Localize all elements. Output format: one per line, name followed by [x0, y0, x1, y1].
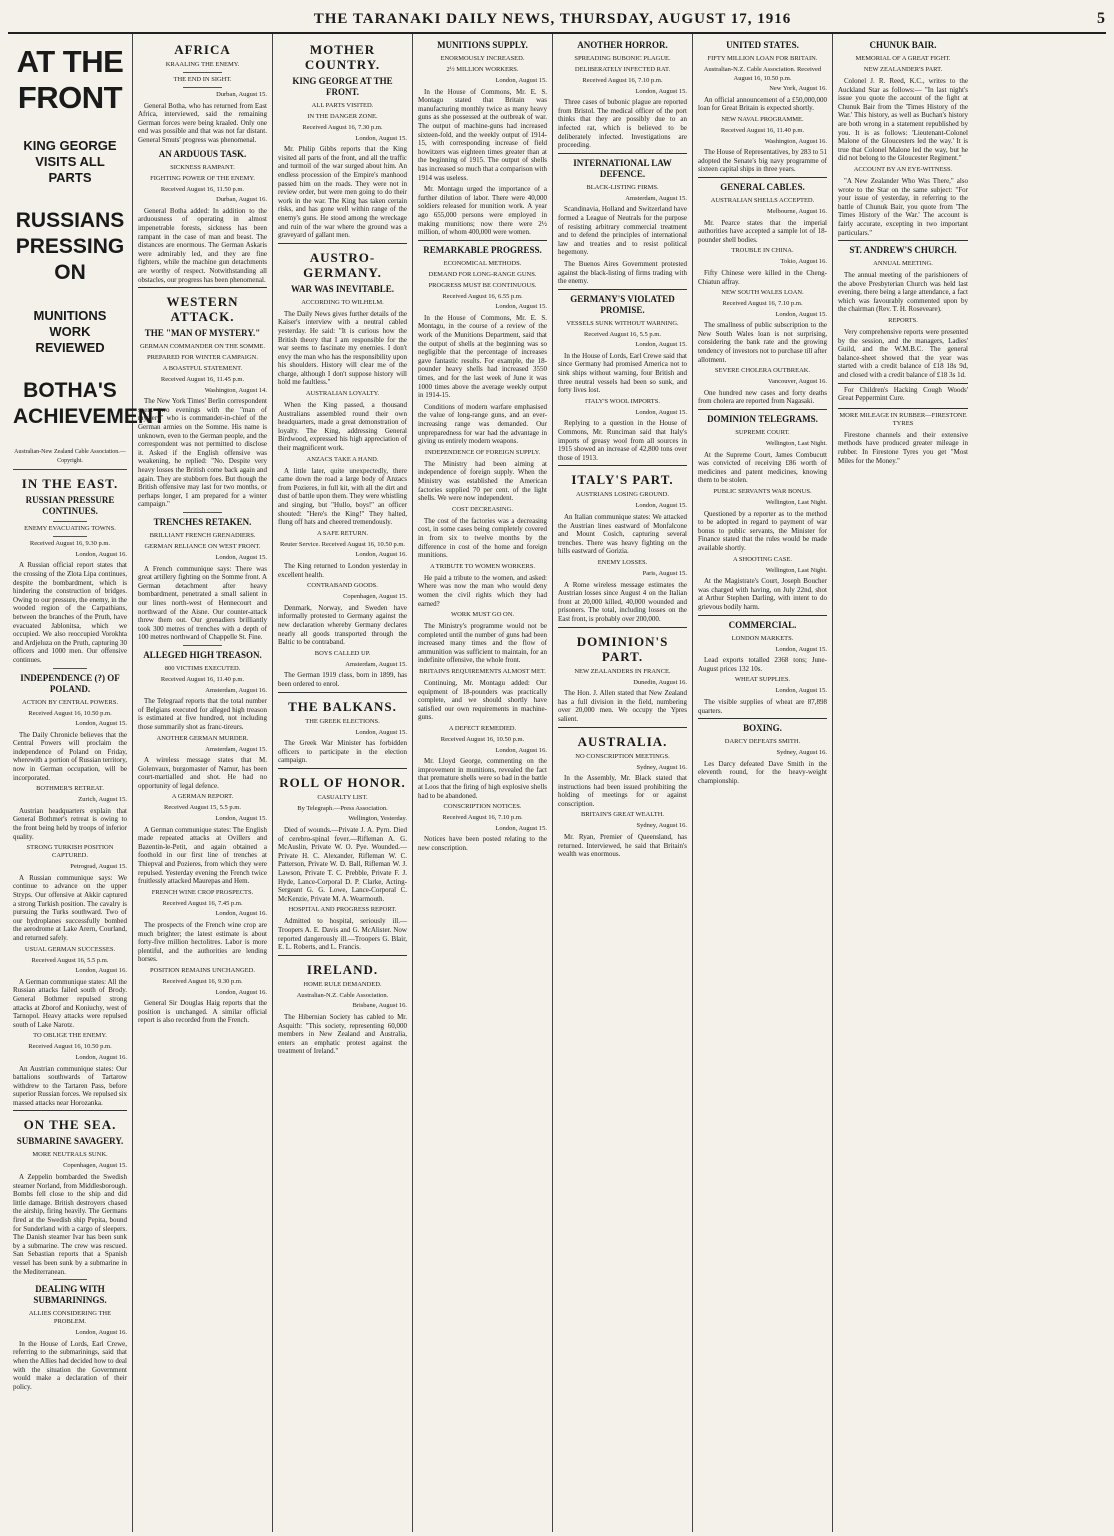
- dateline: Amsterdam, August 16.: [205, 686, 267, 694]
- dateline: Durban, August 15.: [216, 91, 267, 98]
- subheading: 800 VICTIMS EXECUTED.: [164, 664, 241, 672]
- subheading: ECONOMICAL METHODS.: [443, 259, 522, 267]
- article-paragraph: Continuing, Mr. Montagu added: Our equipment of 18-pounders was practically complete, and we should shortly have satisfied our own requirements in machine-guns.: [418, 679, 547, 722]
- article-paragraph: The cost of the factories was a decreasing cost, in some cases being completely covered in from six to twelve months by the difference in cost of the home and foreign munitions.: [418, 516, 547, 560]
- received-line: Received August 16, 10.50 p.m.: [440, 736, 525, 744]
- article-paragraph: Colonel J. R. Reed, K.C., writes to the Auckland Star as follows:— "In last night's issue you quote the account of the fight at Chunuk Bair from the 'Times History of the War.' This history, as well as Buchan's history are both wrong in a statement republished by you. It is as follows: 'Lieutenant-Colonel Malone of the Gloucesters led the way.' It is true that Colonel Malone led the way, but he did not belong to the Gloucester Regiment.": [838, 77, 968, 163]
- article-headline: DOMINION TELEGRAMS.: [707, 414, 818, 425]
- received-line: Australian-N.Z. Cable Association. Received August 16, 10.50 p.m.: [703, 66, 822, 82]
- article-headline: DEALING WITH SUBMARININGS.: [33, 1284, 107, 1306]
- received-line: Received August 16, 5.5 p.m.: [584, 330, 661, 338]
- received-line: Received August 16, 11.40 p.m.: [720, 126, 805, 134]
- article-headline: THE "MAN OF MYSTERY.": [144, 328, 261, 339]
- subheading: PREPARED FOR WINTER CAMPAIGN.: [146, 354, 258, 362]
- received-line: Australian-N.Z. Cable Association.: [296, 991, 389, 999]
- article-headline: COMMERCIAL.: [728, 619, 797, 630]
- dateline: London, August 15.: [775, 687, 827, 695]
- article-paragraph: Very comprehensive reports were presented by the session, and the managers, Ladies' Guild, and the W.M.B.C. The general balance-sheet showed that the year was started with a credit balance of £18 18s 9d, and closed with a credit balance of £18 3s 1d.: [838, 328, 968, 380]
- received-line: Received August 16, 6.55 p.m.: [442, 292, 523, 300]
- article-headline: MUNITIONS SUPPLY.: [437, 40, 528, 50]
- article-paragraph: An Austrian communique states: Our battalions southwards of Tartarow withdrew to the Tartaren Pass, before superior Russian forces. We repulsed six massed attacks near Horozanka.: [13, 1064, 127, 1107]
- subheading: WORK MUST GO ON.: [450, 611, 515, 619]
- dateline: Melbourne, August 16.: [767, 207, 827, 215]
- received-line: Received August 16, 7.10 p.m.: [442, 814, 523, 822]
- subheading: DEMAND FOR LONG-RANGE GUNS.: [428, 270, 537, 278]
- subheading: ANOTHER GERMAN MURDER.: [156, 734, 249, 742]
- subheading: BRILLIANT FRENCH GRENADIERS.: [149, 532, 256, 539]
- article-paragraph: The Hon. J. Allen stated that New Zealand has a full division in the field, numbering over 20,000 men. We occupy the Ypres salient.: [558, 689, 687, 723]
- subheading: MEMORIAL OF A GREAT FIGHT.: [855, 55, 951, 62]
- subheading: BLACK-LISTING FIRMS.: [586, 183, 659, 191]
- section-heading: ROLL OF HONOR.: [279, 774, 406, 790]
- subheading: NO CONSCRIPTION MEETINGS.: [575, 752, 670, 760]
- section-heading: DOMINION'S PART.: [576, 633, 669, 664]
- dateline: London, August 16.: [355, 551, 407, 559]
- subheading: ENORMOUSLY INCREASED.: [440, 55, 525, 62]
- subheading: COST DECREASING.: [452, 505, 513, 513]
- article-paragraph: Mr. Lloyd George, commenting on the improvement in munitions, revealed the fact that premature shells were so bad in the battle at Loos that the firing of high explosive shells had to be abandoned.: [418, 757, 547, 800]
- dateline: London, August 15.: [495, 77, 547, 84]
- article-headline: CHUNUK BAIR.: [869, 40, 937, 50]
- dateline: London, August 15.: [215, 554, 267, 561]
- subheading: USUAL GERMAN SUCCESSES.: [24, 945, 116, 953]
- dateline: Dunedin, August 16.: [633, 678, 687, 686]
- article-headline: INTERNATIONAL LAW DEFENCE.: [573, 157, 672, 179]
- subheading: ENEMY EVACUATING TOWNS.: [24, 525, 116, 533]
- dateline: Durban, August 16.: [216, 196, 267, 204]
- subheading: TO OBLIGE THE ENEMY.: [33, 1032, 107, 1040]
- dateline: Sydney, August 16.: [636, 763, 687, 771]
- article-paragraph: An Italian communique states: We attacked the Austrian lines eastward of Monfalcone and Mount Cosich, capturing several trenches. There was heavy fighting on the hills eastward of Gorizia.: [558, 513, 687, 556]
- headline-at-the-front: AT THE FRONT: [16, 44, 124, 115]
- dateline: London, August 15.: [635, 408, 687, 416]
- dateline: Washington, August 14.: [204, 386, 267, 394]
- article-headline: INDEPENDENCE (?) OF POLAND.: [20, 672, 120, 694]
- subheading: HOME RULE DEMANDED.: [303, 980, 382, 988]
- article-paragraph: He paid a tribute to the women, and asked: Where was now the man who would deny women the civil rights which they had earned?: [418, 573, 547, 608]
- article-paragraph: Firestone channels and their extensive methods have produced greater mileage in rubber. In Firestone Tyres you get "Most Miles for the Money.": [838, 430, 968, 465]
- received-line: Reuter Service. Received August 16, 10.50 p.m.: [279, 540, 406, 548]
- dateline: London, August 16.: [75, 1053, 127, 1061]
- subheading: DELIBERATELY INFECTED RAT.: [574, 66, 671, 73]
- article-paragraph: Les Darcy defeated Dave Smith in the eleventh round, for the heavy-weight championship.: [698, 759, 827, 785]
- received-line: Received August 16, 5.5 p.m.: [31, 956, 109, 964]
- article-paragraph: The House of Representatives, by 283 to 51 adopted the Senate's big navy programme of sixteen capital ships in three years.: [698, 148, 827, 174]
- dateline: Copenhagen, August 15.: [63, 1162, 127, 1170]
- subheading: AUSTRIANS LOSING GROUND.: [576, 491, 669, 499]
- subheading: A SAFE RETURN.: [316, 529, 369, 537]
- article-headline: RUSSIAN PRESSURE CONTINUES.: [25, 495, 115, 517]
- dateline: Sydney, August 16.: [776, 749, 827, 757]
- dateline: London, August 15.: [775, 645, 827, 653]
- section-heading: WESTERN ATTACK.: [166, 294, 239, 325]
- received-line: Received August 16, 10.50 p.m.: [28, 709, 112, 717]
- article-paragraph: Mr. Philip Gibbs reports that the King visited all parts of the front, and all the traffic and turmoil of the war surged about him. An endless procession of the Empire's manhood passed him on the roads. They were not in review order, but were men going to do their work in the war. The King has taken certain risks, and has gone well within range of the enemy's guns. He stood among the wreckage and ruin of the war where the ground was a graveyard of gallant men.: [278, 145, 407, 240]
- dateline: Wellington, Last Night.: [765, 566, 827, 574]
- article-paragraph: In the House of Commons, Mr. E. S. Montagu, in the course of a review of the work of the Munitions Department, said that the output of shells at the beginning was so negligible that the percentage of increases gave fantastic results. For example, the 18-pounder heavy shells had increased 3550 times, and for the last week of June it was 1000 times above the average weekly output in 1914-15.: [418, 313, 547, 400]
- article-paragraph: The Daily News gives further details of the Kaiser's interview with a neutral cabled yesterday. He said: "It is curious how the British theory that I am responsible for the war seems to fascinate my enemies. I don't envy the man who has the responsibility upon his shoulders. History will clear me of the charge, although I don't suppose history will hold me faultless.": [278, 309, 407, 387]
- article-paragraph: General Botha, who has returned from East Africa, interviewed, said the remaining German forces were being kraaled. Only one end was possible and that was not far distant. General Smuts' progress was phenomenal.: [138, 101, 267, 144]
- dateline: London, August 15.: [355, 134, 407, 142]
- article-paragraph: In the House of Commons, Mr. E. S. Montagu stated that Britain was manufacturing monthly twice as many heavy guns as she possessed at the outbreak of war. The output of machine-guns had increased sixteen-fold, and the weekly output of 1914-15, with corresponding increase of field howitzers was eighteen times greater than at the beginning of 1915. The output of shells has increased so much that a comparison with 1914 was useless.: [418, 87, 547, 182]
- dateline: London, August 15.: [495, 824, 547, 832]
- article-paragraph: A German communique states: All the Russian attacks failed south of Brody. General Bothmer repulsed strong attacks at Zborof and Koniuchy, west of Tarnopol. Heavy attacks were repulsed south of Lake Narotz.: [13, 977, 127, 1029]
- subheading: SPREADING BUBONIC PLAGUE.: [574, 55, 671, 62]
- column-2: [133, 34, 273, 1532]
- article-paragraph: The annual meeting of the parishioners of the above Presbyterian Church was held last evening, there being a large attendance, a fact which was favourably commented upon by the chairman (Rev. T. H. Roseveare).: [838, 271, 968, 314]
- article-headline: GERMANY'S VIOLATED PROMISE.: [570, 293, 675, 315]
- dateline: Amsterdam, August 15.: [205, 745, 267, 753]
- subheading: THE GREEK ELECTIONS.: [305, 717, 380, 725]
- article-paragraph: Austrian headquarters explain that General Bothmer's retreat is owing to the front being held by troops of inferior quality.: [13, 806, 127, 841]
- article-headline: TRENCHES RETAKEN.: [153, 517, 252, 527]
- section-heading: IRELAND.: [306, 961, 379, 977]
- subheading: BRITAIN'S GREAT WEALTH.: [580, 811, 665, 819]
- subheading: GERMAN COMMANDER ON THE SOMME.: [139, 343, 265, 351]
- section-heading: AFRICA: [174, 42, 231, 57]
- subheading: CONSCRIPTION NOTICES.: [443, 803, 522, 811]
- article-paragraph: Denmark, Norway, and Sweden have informally protested to Germany against the new declaration whereby Germany declares nearly all goods transported through the Baltic to be contraband.: [278, 603, 407, 647]
- article-paragraph: The Ministry's programme would not be completed until the number of guns had been increased many times and the flow of ammunition was sufficient to maintain, for an indefinite offensive, the whole front.: [418, 622, 547, 665]
- received-line: Received August 16, 11.40 p.m.: [160, 675, 245, 683]
- article-paragraph: Died of wounds.—Private J. A. Pyrn. Died of cerebro-spinal fever.—Rifleman A. G. McAuslin, Private W. O. Pye. Wounded.—Private H. C. Alexander, Rifleman W. C. Patterson, Private W. D. Ball, Rifleman W. J. Lawson, Private T. C. Prebble, Private F. J. Hyde, Lance-Corporal D. P. Clarke, Acting-Sergeant G. G. Lowe, Lance-Corporal C. McKenzie, Private M. A. Wearmouth.: [278, 826, 407, 903]
- article-paragraph: The Greek War Minister has forbidden officers to participate in the election campaign.: [278, 739, 407, 765]
- article-paragraph: When the King passed, a thousand Australians assembled round their own headquarters, made a great demonstration of loyalty. The King, addressing General Birdwood, expressed his high appreciation of their magnificent work.: [278, 401, 407, 453]
- article-paragraph: Replying to a question in the House of Commons, Mr. Runciman said that Italy's imports of greasy wool from all sources in 1915 showed an increase of 42,800 tons over those of 1913.: [558, 419, 687, 462]
- article-paragraph: Notices have been posted relating to the new conscription.: [418, 835, 547, 852]
- columns: [8, 34, 1106, 1532]
- subheading: ALLIES CONSIDERING THE PROBLEM.: [28, 1310, 112, 1326]
- dateline: London, August 16.: [215, 910, 267, 918]
- subheading: WHEAT SUPPLIES.: [734, 676, 791, 684]
- article-headline: AN ARDUOUS TASK.: [158, 148, 247, 159]
- dateline: Washington, August 16.: [764, 137, 827, 145]
- section-heading: ITALY'S PART.: [571, 472, 674, 488]
- article-paragraph: A Russian official report states that the crossing of the Zlota Lipa continues, despite the bombardment, which is hindering the construction of bridges. Owing to our pressure, the enemy, in the wooded region of the Carpathians, between the branches of the Pruth, have evacuated Jablonitsa, which we occupied. We also reoccupied Vorokhta and Ardjeluza on the Pruth, capturing 30 officers and 1000 men. Our offensive continues.: [13, 561, 127, 664]
- dateline: London, August 15.: [215, 815, 267, 823]
- dateline: London, August 16.: [495, 746, 547, 754]
- article-paragraph: Fifty Chinese were killed in the Cheng-Chiatun affray.: [698, 268, 827, 286]
- dateline: London, August 16.: [75, 1329, 127, 1337]
- dateline: Paris, August 15.: [642, 569, 687, 577]
- dateline: Petrograd, August 15.: [70, 863, 127, 871]
- dateline: London, August 15.: [495, 303, 547, 311]
- front-headlines: [13, 44, 166, 470]
- dateline: Zurich, August 15.: [78, 796, 127, 804]
- subheading: GERMAN RELIANCE ON WEST FRONT.: [144, 543, 261, 550]
- received-line: Received August 16, 11.50 p.m.: [160, 185, 245, 193]
- article-paragraph: A French communique says: There was great artillery fighting on the Somme front. A German detachment after heavy bombardment, penetrated a small salient in our lines north-west of Hennecourt and northward of the Aisne. Our counter-attack threw them out. Our grenadiers brilliantly took 300 metres of trenches with a depth of 100 metres northward of Chappelle St. Fine.: [138, 564, 267, 642]
- subheading: ANNUAL MEETING.: [873, 260, 933, 268]
- article-paragraph: "A New Zealander Who Was There," also wrote to the Star on the same subject: "For your issue of yesterday, in referring to the battle of Chunuk Bair, you quote from 'The Times History of the War.' The account is fairly accurate, excepting in two important particulars.": [838, 176, 968, 237]
- received-line: Received August 16, 7.10 p.m.: [722, 300, 803, 308]
- subheading: DARCY DEFEATS SMITH.: [724, 738, 801, 746]
- dateline: London, August 16.: [75, 967, 127, 975]
- subheading: ALL PARTS VISITED.: [311, 102, 374, 109]
- article-headline: ALLEGED HIGH TREASON.: [143, 649, 262, 660]
- subheading: FRENCH WINE CROP PROSPECTS.: [151, 888, 254, 896]
- subheading: A DEFECT REMEDIED.: [448, 725, 517, 733]
- dateline: London, August 15.: [775, 310, 827, 318]
- dateline: London, August 15.: [635, 502, 687, 510]
- subheading: INDEPENDENCE OF FOREIGN SUPPLY.: [424, 448, 541, 456]
- dateline: Amsterdam, August 15.: [625, 194, 687, 202]
- article-paragraph: The smallness of public subscription to the New South Wales loan is not surprising, considering the bank rate and the growing tendency of investors not to purchase till after allotment.: [698, 321, 827, 364]
- dateline: Wellington, Last Night.: [765, 440, 827, 448]
- dateline: London, August 15.: [75, 720, 127, 728]
- dateline: London, August 15.: [355, 728, 407, 736]
- subheading: POSITION REMAINS UNCHANGED.: [150, 966, 255, 974]
- subheading: NEW NAVAL PROGRAMME.: [721, 115, 804, 123]
- article-paragraph: A Rome wireless message estimates the Austrian losses since August 4 on the Italian front at 20,000 killed, 40,000 wounded and prisoners. The total, including losses on the East front, is probably over 200,000.: [558, 580, 687, 623]
- article-paragraph: Scandinavia, Holland and Switzerland have formed a League of Neutrals for the purpose of resisting arbitrary commercial treatment and to defend the principles of international law and treaties and to resist political hegemony.: [558, 205, 687, 257]
- dateline: Tokio, August 16.: [780, 258, 827, 266]
- article-paragraph: General Botha added: In addition to the arduousness of operating in almost impenetrable forests, sickness has been rampant in the case of man and beast. The distances are enormous. The German Askaris were admirably led, and they are fine fighters, while the machine gun detachments are worthy of respect. Notwithstanding all obstacles, our progress has been phenomenal.: [138, 206, 267, 284]
- article-headline: SUBMARINE SAVAGERY.: [16, 1136, 124, 1147]
- subheading: IN THE DANGER ZONE.: [307, 113, 378, 120]
- article-paragraph: Three cases of bubonic plague are reported from Bristol. The medical officer of the port thinks that they are possibly due to an infected rat, which is believed to be deliberately infected. Investigations are proceeding.: [558, 98, 687, 150]
- column-5: [553, 34, 693, 1532]
- subheading: SEVERE CHOLERA OUTBREAK.: [714, 367, 811, 375]
- column-4: [413, 34, 553, 1532]
- article-paragraph: In the House of Lords, Earl Crewe, referring to the submarinings, said that when the Allies had decided how to deal with the situation the Government would make a declaration of their policy.: [13, 1339, 127, 1391]
- headline-king-george: KING GEORGE VISITS ALL PARTS: [23, 138, 117, 185]
- subheading: CONTRABAND GOODS.: [307, 582, 378, 590]
- subheading: TROUBLE IN CHINA.: [731, 247, 794, 255]
- article-headline: REMARKABLE PROGRESS.: [423, 244, 542, 255]
- subheading: A GERMAN REPORT.: [171, 793, 234, 801]
- subheading: BOYS CALLED UP.: [314, 649, 371, 657]
- subheading: MORE NEUTRALS SUNK.: [32, 1151, 108, 1159]
- article-paragraph: The prospects of the French wine crop are much brighter; the latest estimate is about forty-five million hectolitres. Labor is more plentiful, and the authorities are lending horses.: [138, 921, 267, 964]
- article-paragraph: The Ministry had been aiming at independence of foreign supply. When the Ministry was established the American factories supplied 70 per cent. of the light shells. We were now independent.: [418, 459, 547, 503]
- dateline: London, August 16.: [215, 988, 267, 996]
- article-paragraph: The visible supplies of wheat are 87,898 quarters.: [698, 697, 827, 715]
- dateline: Copenhagen, August 15.: [343, 593, 407, 601]
- section-heading: ON THE SEA.: [23, 1117, 117, 1133]
- article-headline: BOXING.: [743, 723, 782, 734]
- column-3: [273, 34, 413, 1532]
- subheading: CASUALTY LIST.: [317, 793, 368, 801]
- section-heading: THE BALKANS.: [288, 698, 397, 714]
- subheading: STRONG TURKISH POSITION CAPTURED.: [26, 844, 114, 860]
- dateline: Brisbane, August 16.: [352, 1002, 407, 1010]
- subheading: 2½ MILLION WORKERS.: [446, 66, 519, 73]
- masthead: [8, 6, 1106, 34]
- section-heading: AUSTRO-GERMANY.: [303, 249, 382, 280]
- headline-russians: RUSSIANS PRESSING ON: [15, 209, 125, 284]
- section-heading: IN THE EAST.: [21, 476, 119, 492]
- received-line: Received August 16, 10.50 p.m.: [28, 1043, 112, 1051]
- dateline: Sydney, August 16.: [636, 822, 687, 830]
- subheading: AUSTRALIAN SHELLS ACCEPTED.: [710, 196, 815, 204]
- subheading: NEW ZEALANDERS IN FRANCE.: [574, 667, 671, 675]
- dateline: Amsterdam, August 15.: [345, 660, 407, 668]
- article-paragraph: A Zeppelin bombarded the Swedish steamer Norland, from Middlesborough. Bombs fell close to the ship and did little damage. British destroyers chased the airship, firing heavily. The Germans fired at the Swedish ship Pepita, bound for Sunderland with a cargo of sleepers. The Danish steamer Ivar has been sunk by a submarine. The crew was rescued. San Sebastian reports that a Spanish vessel has been sunk by a submarine in the Mediterranean.: [13, 1173, 127, 1276]
- subheading: KRAALING THE ENEMY.: [165, 61, 240, 68]
- received-line: Received August 16, 11.45 p.m.: [160, 376, 245, 384]
- received-line: Received August 15, 5.5 p.m.: [164, 804, 241, 812]
- article-paragraph: The Telegraaf reports that the total number of Belgians executed for alleged high treason is estimated at five hundred, not including those summarily shot as franc-tireurs.: [138, 697, 267, 731]
- received-line: By Telegraph.—Press Association.: [297, 804, 388, 812]
- subheading: FIGHTING POWER OF THE ENEMY.: [150, 174, 255, 182]
- advertisement-text: For Children's Hacking Cough Woods' Great Peppermint Cure.: [838, 385, 968, 403]
- article-paragraph: A little later, quite unexpectedly, there came down the road a large body of Anzacs from Pozieres, in full kit, with all the dirt and dust of battle upon them. They were whistling and singing, but "Hullo, boys!" an officer shouted: "Here's the King!" They halted, flung off hats and cheered tremendously.: [278, 466, 407, 527]
- section-heading: AUSTRALIA.: [577, 733, 668, 749]
- received-line: Received August 16, 9.30 p.m.: [29, 540, 111, 548]
- dateline: London, August 15.: [635, 87, 687, 95]
- dateline: London, August 16.: [75, 550, 127, 558]
- subheading: ACCOUNT BY AN EYE-WITNESS.: [853, 165, 953, 173]
- subheading: FIFTY MILLION LOAN FOR BRITAIN.: [707, 55, 818, 62]
- subheading: BRITAIN'S REQUIREMENTS ALMOST MET.: [419, 668, 546, 676]
- article-paragraph: An official announcement of a £50,000,000 loan for Great Britain is expected shortly.: [698, 95, 827, 113]
- subheading: PROGRESS MUST BE CONTINUOUS.: [428, 281, 537, 289]
- subheading: NEW SOUTH WALES LOAN.: [721, 289, 804, 297]
- article-paragraph: A wireless message states that M. Golenvaux, burgomaster of Namur, has been court-martialled and shot. He had no opportunity of legal defence.: [138, 756, 267, 790]
- advertisement: [838, 383, 968, 409]
- subheading: VESSELS SUNK WITHOUT WARNING.: [566, 319, 679, 327]
- article-paragraph: A Russian communique says: We continue to advance on the upper Stryps. Our offensive at Akkir captured a strong Turkish position. The cavalry is pursuing the Turks southward. Two of our hydroplanes successfully bombed the aerodrome at Lake Arern, Courland, and returned safely.: [13, 873, 127, 942]
- subheading: A SHOOTING CASE.: [732, 555, 793, 563]
- subheading: REPORTS.: [888, 317, 918, 325]
- subheading: THE END IN SIGHT.: [173, 76, 232, 83]
- article-paragraph: The Buenos Aires Government protested against the black-listing of firms trading with the enemy.: [558, 259, 687, 286]
- subheading: LONDON MARKETS.: [731, 634, 794, 642]
- subheading: PUBLIC SERVANTS WAR BONUS.: [713, 488, 812, 495]
- article-paragraph: Lead exports totalled 2368 tons; June-August prices 132 10s.: [698, 656, 827, 673]
- article-paragraph: At the Supreme Court, James Combucutt was convicted of receiving £86 worth of medicines and patent medicines, knowing them to be stolen.: [698, 450, 827, 485]
- article-paragraph: Admitted to hospital, seriously ill.—Troopers A. E. Davis and G. McAlister. Now reported dangerously ill.—Troopers G. Blair, E. L. Roberts, and L. Francis.: [278, 917, 407, 952]
- article-paragraph: Conditions of modern warfare emphasised the value of long-range guns, and an ever-increasing range was demanded. Our unpreparedness for war had the advantage in giving us entirely modern weapons.: [418, 402, 547, 446]
- article-paragraph: The Daily Chronicle believes that the Central Powers will proclaim the independence of Poland on Friday, wherewith a portion of Russian territory, now in German occupation, will be incorporated.: [13, 730, 127, 782]
- dateline: London, August 15.: [635, 341, 687, 349]
- article-paragraph: Mr. Montagu urged the importance of a further dilution of labor. There were 40,000 soldiers released for munition work. A year ago 655,000 persons were employed in making munitions; now there were 2½ million, of whom 400,000 were women.: [418, 185, 547, 237]
- dateline: Wellington, Last Night.: [765, 499, 827, 506]
- article-paragraph: A German communique states: The English made repeated attacks at Ovillers and Bazentin-le-Petit, and again obtained a foothold in our first line of trenches at Thiepval and Pozieres, from which they were repulsed. Yesterday evening the French twice fruitlessly attacked Maurepas and Hem.: [138, 825, 267, 886]
- column-1: [8, 34, 166, 1532]
- copyright-credit: Australian-New Zealand Cable Association.—Copyright.: [14, 449, 126, 464]
- article-headline: KING GEORGE AT THE FRONT.: [292, 76, 393, 97]
- subheading: ACCORDING TO WILHELM.: [301, 298, 384, 306]
- column-6: [693, 34, 833, 1532]
- subheading: SUPREME COURT.: [735, 429, 790, 437]
- subheading: ACTION BY CENTRAL POWERS.: [22, 698, 118, 706]
- article-paragraph: One hundred new cases and forty deaths from cholera are reported from Nagasaki.: [698, 388, 827, 406]
- article-headline: ST. ANDREW'S CHURCH.: [849, 245, 957, 256]
- subheading: NEW ZEALANDER'S PART.: [863, 66, 943, 73]
- article-paragraph: The King returned to London yesterday in excellent health.: [278, 561, 407, 579]
- dateline: Vancouver, August 16.: [768, 378, 827, 386]
- page-number: 5: [1097, 10, 1106, 27]
- received-line: Received August 16, 9.30 p.m.: [162, 977, 243, 985]
- subheading: ANZACS TAKE A HAND.: [306, 455, 379, 463]
- subheading: SICKNESS RAMPANT.: [170, 163, 235, 171]
- article-paragraph: The New York Times' Berlin correspondent spent two evenings with the "man of mystery" who is commander-in-chief of the German armies on the Somme. His name is unknown, even to the German people, and the correspondent was not permitted to disclose it. Asked if the English offensive was weakening, he replied: "No. Despite very heavy losses the British come back again and again. They are stubborn foes. But though the British offensive may last for two months, or perhaps longer, I am prepared for a winter campaign.": [138, 397, 267, 509]
- subheading: ENEMY LOSSES.: [597, 558, 648, 566]
- article-paragraph: Mr. Ryan, Premier of Queensland, has returned. Interviewed, he said that Britain's wealth was enormous.: [558, 833, 687, 859]
- received-line: Received August 16, 7.45 p.m.: [162, 899, 243, 907]
- article-paragraph: The German 1919 class, born in 1899, has been ordered to enrol.: [278, 671, 407, 688]
- article-paragraph: At the Magistrate's Court, Joseph Boucher was charged with having, on July 22nd, shot at Arthur Stephen Darling, with intent to do grievous bodily harm.: [698, 577, 827, 611]
- article-headline: ANOTHER HORROR.: [577, 40, 668, 50]
- subheading: A TRIBUTE TO WOMEN WORKERS.: [429, 562, 536, 570]
- headline-munitions: MUNITIONS WORK REVIEWED: [33, 308, 107, 355]
- dateline: Wellington, Yesterday.: [348, 815, 407, 823]
- article-paragraph: General Sir Douglas Haig reports that the position is unchanged. A similar official report is also recorded from the French.: [138, 999, 267, 1025]
- article-paragraph: Mr. Pearce states that the imperial authorities have accepted a sample lot of 18-pounder shell bodies.: [698, 218, 827, 244]
- article-paragraph: The Hibernian Society has cabled to Mr. Asquith: "This society, representing 60,000 members in New Zealand and Australia, enters an emphatic protest against the treatment of Ireland.": [278, 1012, 407, 1056]
- section-heading: MOTHER COUNTRY.: [304, 42, 381, 72]
- subheading: ITALY'S WOOL IMPORTS.: [585, 397, 660, 405]
- subheading: A BOASTFUL STATEMENT.: [162, 365, 243, 373]
- column-7: [833, 34, 973, 1532]
- subheading: MORE MILEAGE IN RUBBER—FIRESTONE TYRES: [839, 411, 967, 427]
- article-headline: WAR WAS INEVITABLE.: [291, 283, 394, 294]
- article-headline: GENERAL CABLES.: [720, 181, 805, 192]
- received-line: Received August 16, 7.10 p.m.: [582, 77, 663, 84]
- subheading: HOSPITAL AND PROGRESS REPORT.: [288, 906, 397, 914]
- masthead-title: THE TARANAKI DAILY NEWS, THURSDAY, AUGUST 17, 1916: [313, 10, 792, 27]
- subheading: AUSTRALIAN LOYALTY.: [305, 390, 380, 398]
- dateline: New York, August 16.: [769, 85, 827, 93]
- article-paragraph: Questioned by a reporter as to the method to be adopted in regard to payment of war bonus to public servants, the Minister for Finance stated that the rules would be made available shortly.: [698, 509, 827, 552]
- received-line: Received August 16, 7.30 p.m.: [302, 124, 383, 131]
- article-paragraph: In the House of Lords, Earl Crewe said that since Germany had promised America not to sink ships without warning, four British and three neutral vessels had been so sunk, and forty lives lost.: [558, 351, 687, 395]
- headline-botha: BOTHA'S ACHIEVEMENT: [13, 379, 166, 428]
- article-headline: UNITED STATES.: [726, 40, 799, 50]
- article-paragraph: In the Assembly, Mr. Black stated that instructions had been issued prohibiting the holding of meetings for or against conscription.: [558, 774, 687, 808]
- subheading: BOTHMER'S RETREAT.: [36, 785, 104, 793]
